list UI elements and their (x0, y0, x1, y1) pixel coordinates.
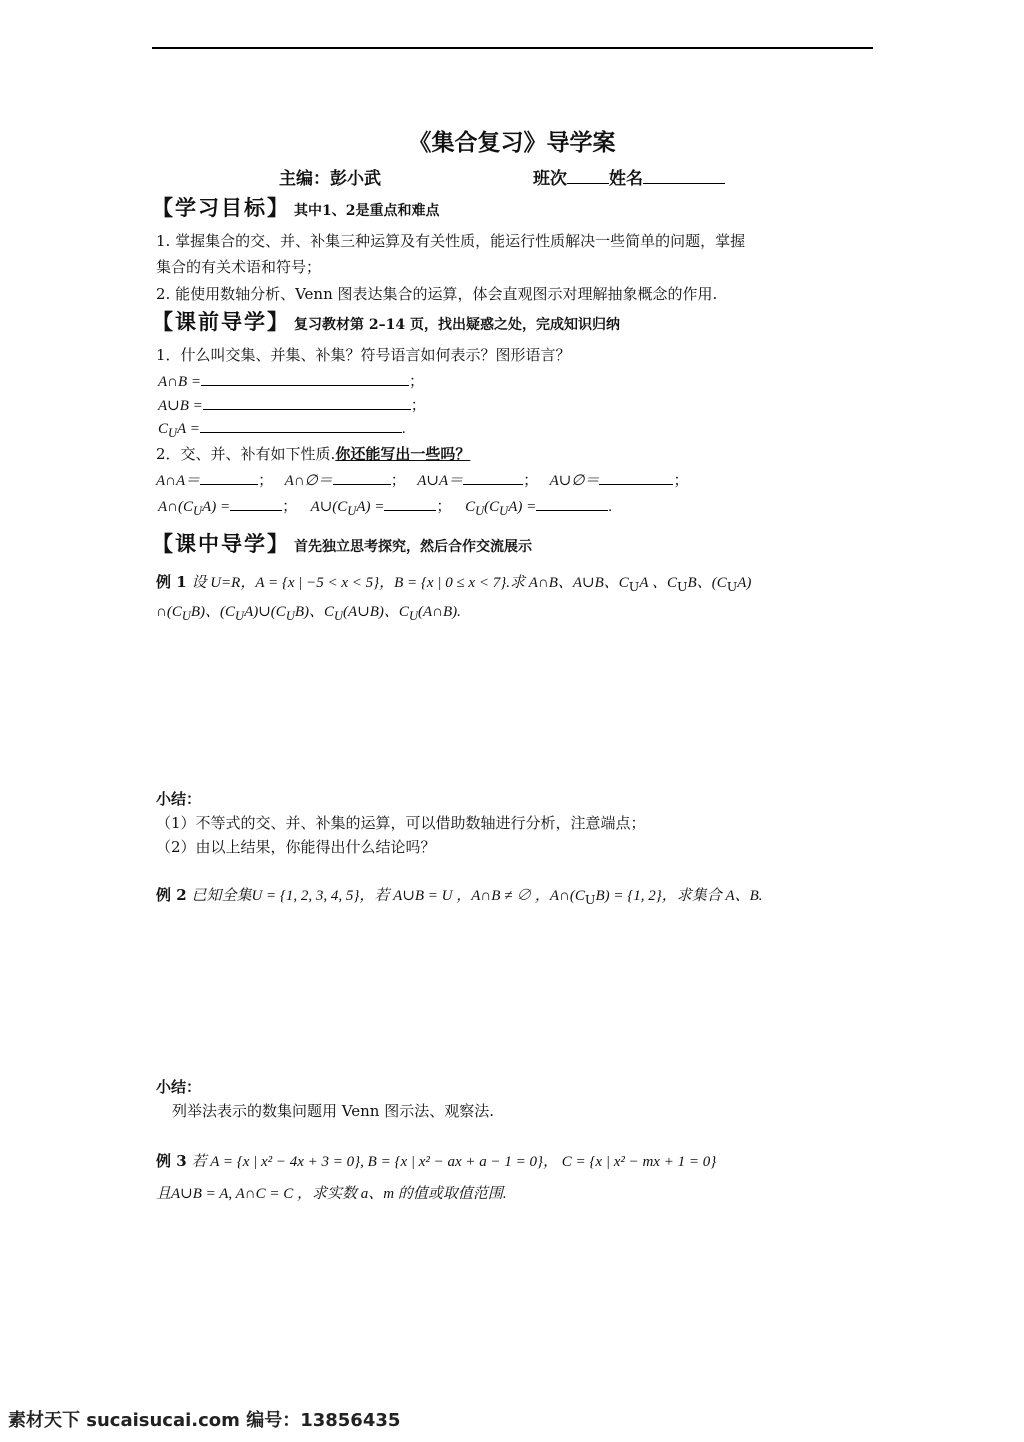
subscript: U (628, 579, 640, 594)
summary-1-label: 小结： (156, 790, 202, 808)
period: . (608, 499, 612, 515)
example-label: 例 2 (156, 886, 187, 904)
example-text: 若 A = {x | x² − 4x + 3 = 0}, B = {x | x² − ax + a − 1 = 0}， C = {x | x² − mx + 1 = 0} (191, 1154, 717, 1170)
subscript: U (235, 609, 245, 623)
example-1-line-2 (156, 600, 461, 624)
properties-row-2 (158, 495, 612, 519)
question-emphasis: 你还能写出一些吗？ (335, 445, 471, 463)
semicolon: ； (523, 473, 539, 489)
question-2 (156, 443, 470, 464)
watermark: 素材天下 sucaisucai.com 编号：13856435 (8, 1410, 401, 1431)
prop: A∩∅＝ (284, 473, 333, 489)
prop: A) = (508, 499, 537, 515)
name-label: 姓名 (609, 169, 643, 189)
section-in-class (152, 528, 532, 558)
example-text: (A∪B)、C (343, 604, 409, 620)
subscript: U (181, 609, 191, 623)
example-text: (A∩B). (417, 604, 461, 620)
example-text: B) = {1, 2}，求集合 A、B. (595, 888, 763, 904)
semicolon: ； (673, 473, 689, 489)
section-heading: 【学习目标】 (152, 195, 290, 220)
prop: C (465, 499, 476, 515)
subscript: U (193, 504, 203, 518)
prop: (C (484, 499, 500, 515)
semicolon: ； (258, 473, 274, 489)
semicolon: ； (436, 499, 452, 515)
subscript: U (347, 504, 357, 518)
example-3-line-2: 且A∪B = A, A∩C = C ，求实数 a、m 的值或取值范围. (156, 1186, 507, 1202)
example-text: 已知全集U = {1, 2, 3, 4, 5}，若 A∪B = U ，A∩B ≠ ∅ ，A∩(C (191, 888, 585, 904)
answer-blank (599, 470, 673, 485)
section-note: 首先独立思考探究，然后合作交流展示 (294, 539, 532, 555)
answer-blank (384, 496, 436, 511)
formula-label: A∩B = (158, 374, 202, 390)
question-text: 2．交、并、补有如下性质. (156, 445, 336, 463)
answer-blank (201, 371, 409, 386)
subscript: U (499, 504, 509, 518)
example-label: 例 1 (156, 573, 187, 591)
semicolon: ； (410, 398, 426, 414)
prop: A∪A＝ (417, 473, 464, 489)
example-3-line-1 (156, 1150, 716, 1171)
formula-label: A∪B = (158, 398, 203, 414)
question-1: 1．什么叫交集、并集、补集？符号语言如何表示？图形语言？ (156, 346, 571, 364)
answer-blank (333, 470, 391, 485)
prop: A∪∅＝ (549, 473, 600, 489)
section-learning-goals (152, 192, 439, 222)
class-label: 班次 (533, 169, 567, 189)
semicolon: ； (390, 473, 406, 489)
example-1-line-1 (156, 571, 751, 594)
example-text: ∩(C (156, 604, 182, 620)
subscript: U (334, 609, 344, 623)
subscript: U (726, 579, 738, 594)
period: . (401, 421, 406, 437)
goal-item-2: 2. 能使用数轴分析、Venn 图表达集合的运算，体会直观图示对理解抽象概念的作用. (156, 285, 718, 303)
prop: A) = (202, 499, 231, 515)
formula-complement (158, 418, 406, 441)
formula-intersection (158, 370, 424, 391)
section-note: 其中1、2是重点和难点 (294, 203, 440, 219)
formula-label: C (158, 421, 169, 437)
prop: A∪(C (310, 499, 348, 515)
class-field (533, 164, 725, 189)
answer-blank (200, 418, 402, 433)
properties-row-1 (156, 469, 688, 490)
name-blank (643, 169, 725, 184)
editor-label: 主编：彭小武 (279, 169, 381, 189)
subscript: U (168, 426, 178, 440)
goal-item-1-line-2: 集合的有关术语和符号； (156, 258, 322, 276)
answer-blank (463, 470, 523, 485)
prop: A∩A＝ (156, 473, 201, 489)
example-text: B)、(C (190, 604, 236, 620)
example-text: B)、C (294, 604, 335, 620)
section-note: 复习教材第 2–14 页，找出疑惑之处，完成知识归纳 (294, 317, 620, 333)
example-text: 设 U=R，A = {x | −5 < x < 5}，B = {x | 0 ≤ x < 7}.求 A∩B、A∪B、C (191, 575, 629, 591)
prop: A∩(C (158, 499, 193, 515)
section-heading: 【课中导学】 (152, 531, 290, 556)
answer-blank (536, 496, 608, 511)
summary-1-point-1: （1）不等式的交、并、补集的运算，可以借助数轴进行分析，注意端点； (156, 814, 646, 832)
answer-blank (203, 395, 411, 410)
formula-label: A = (177, 421, 200, 437)
subscript: U (285, 609, 295, 623)
top-rule (152, 47, 873, 49)
subscript: U (408, 609, 418, 623)
subscript: U (584, 892, 596, 907)
section-heading: 【课前导学】 (152, 309, 290, 334)
example-text: B、(C (687, 575, 727, 591)
answer-blank (200, 470, 258, 485)
formula-union (158, 394, 426, 415)
prop: A) = (356, 499, 385, 515)
answer-blank (230, 496, 282, 511)
example-label: 例 3 (156, 1152, 187, 1170)
section-pre-class (152, 306, 620, 336)
example-text: A)∪(C (244, 604, 286, 620)
example-text: A) (737, 575, 752, 591)
summary-2-label: 小结： (156, 1078, 202, 1096)
summary-2-text: 列举法表示的数集问题用 Venn 图示法、观察法. (172, 1102, 494, 1120)
example-text: A 、C (639, 575, 677, 591)
page-title: 《集合复习》导学案 (408, 129, 616, 156)
subscript: U (676, 579, 688, 594)
class-blank (567, 169, 609, 184)
subscript: U (475, 504, 485, 518)
goal-item-1-line-1: 1. 掌握集合的交、并、补集三种运算及有关性质，能运行性质解决一些简单的问题，掌握 (156, 232, 746, 250)
example-2 (156, 884, 763, 907)
semicolon: ； (282, 499, 298, 515)
summary-1-point-2: （2）由以上结果，你能得出什么结论吗？ (156, 838, 436, 856)
semicolon: ； (409, 374, 425, 390)
